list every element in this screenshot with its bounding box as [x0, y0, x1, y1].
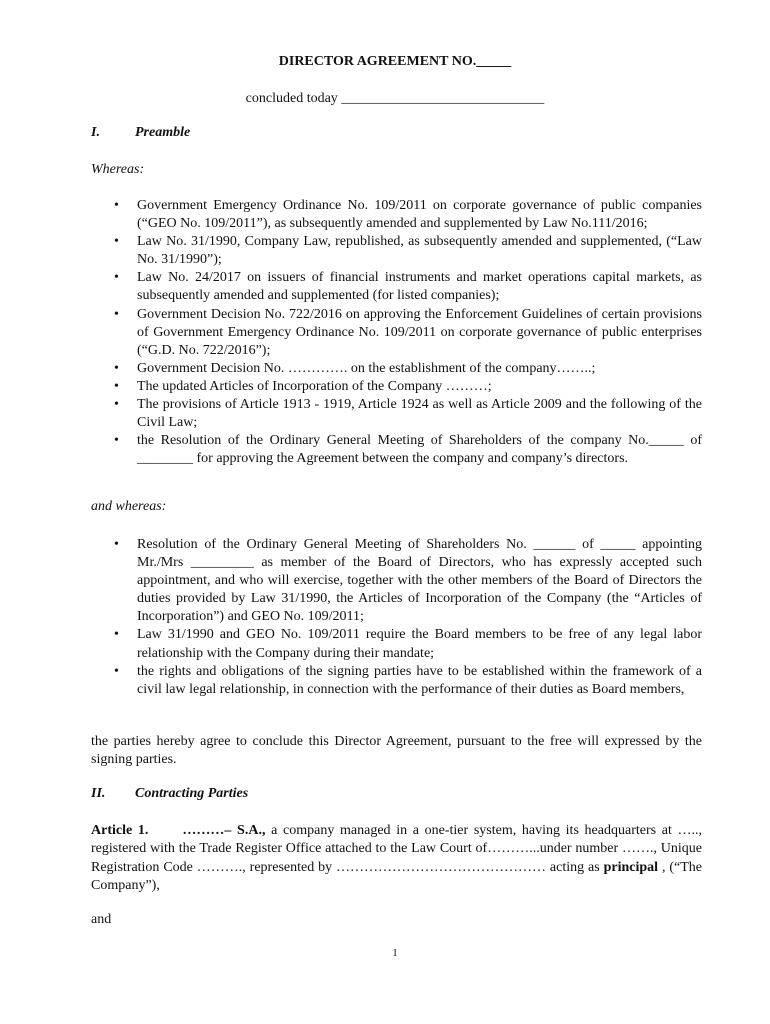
list-item: • Law No. 24/2017 on issuers of financial instruments and market operations capital markets, as subsequently amended and supplemented (for listed companies); — [114, 270, 702, 304]
article-1-paragraph — [91, 822, 702, 895]
list-item: • Government Decision No. …………. on the establishment of the company……..; — [0, 360, 702, 378]
bullet-icon: • — [114, 360, 119, 376]
list-item: • Law No. 31/1990, Company Law, republished, as subsequently amended and supplemented, (“Law No. 31/1990”); — [114, 234, 702, 268]
whereas-list — [0, 197, 770, 468]
list-item: • the Resolution of the Ordinary General Meeting of Shareholders of the company No._____ of ________ for approving the Agreement between the company and company’s directors. — [114, 433, 702, 467]
list-item: • Resolution of the Ordinary General Meeting of Shareholders No. ______ of _____ appointing Mr./Mrs _________ as member of the Board of Directors, who has expressly accepted such appointment, and who will exercise, together with the other members of the Board of Directors the duties provided by Law 31/1990, the Articles of Incorporation of the Company (the “Articles of Incorporation”) and GEO No. 109/2011; — [114, 537, 702, 625]
and-whereas-list — [0, 536, 770, 699]
list-item: • Law 31/1990 and GEO No. 109/2011 require the Board members to be free of any legal labor relationship with the Company during their mandate; — [114, 627, 702, 661]
concluded-line: concluded today _____________________________ — [245, 91, 545, 106]
section-title: Contracting Parties — [135, 786, 249, 801]
principal-term: principal — [603, 859, 659, 875]
and-whereas-label: and whereas: — [91, 499, 167, 514]
list-item: • Government Decision No. 722/2016 on approving the Enforcement Guidelines of certain provisions of Government Emergency Ordinance No. 109/2011 on corporate governance of public enterprises (“G.D. No. 722/2016”); — [114, 306, 702, 358]
bullet-icon: • — [114, 378, 119, 394]
parties-agree-paragraph: the parties hereby agree to conclude this Director Agreement, pursuant to the free will expressed by the signing parties. — [91, 734, 702, 768]
section-number: II. — [91, 786, 106, 801]
section-heading-preamble — [91, 125, 190, 141]
bullet-icon: • — [114, 234, 119, 250]
section-number: I. — [91, 125, 100, 140]
page-number: 1 — [392, 947, 398, 959]
bullet-icon: • — [114, 537, 119, 552]
and-text: and — [91, 912, 112, 927]
bullet-icon: • — [114, 306, 119, 322]
whereas-label: Whereas: — [91, 162, 145, 177]
article-label: Article 1. — [91, 823, 149, 838]
document-title: DIRECTOR AGREEMENT NO._____ — [278, 54, 512, 69]
article-text: a company managed in a one-tier system, having its headquarters at ….., registered with the Trade Register Office attached to the Law Court of………...under number ……., Unique Registration Code ………., represented by ……………………………………… acting as — [91, 823, 703, 875]
bullet-icon: • — [114, 627, 119, 643]
list-item: • Government Emergency Ordinance No. 109/2011 on corporate governance of public companies (“GEO No. 109/2011”), as subsequently amended and supplemented by Law No.111/2016; — [114, 198, 702, 232]
bullet-icon: • — [114, 198, 119, 213]
list-item: • the rights and obligations of the signing parties have to be established within the framework of a civil law legal relationship, in connection with the performance of their duties as Board members, — [114, 663, 702, 697]
list-item: • The provisions of Article 1913 - 1919, Article 1924 as well as Article 2009 and the following of the Civil Law; — [114, 397, 702, 431]
section-title: Preamble — [135, 125, 191, 140]
section-heading-contracting-parties — [91, 786, 248, 802]
list-item: • The updated Articles of Incorporation of the Company ………; — [0, 378, 702, 396]
bullet-icon: • — [114, 397, 119, 413]
bullet-icon: • — [114, 270, 119, 286]
company-name: ………– S.A., — [182, 823, 266, 838]
article-ending: , (“The Company”), — [91, 859, 702, 893]
bullet-icon: • — [114, 433, 119, 449]
bullet-icon: • — [114, 663, 119, 679]
